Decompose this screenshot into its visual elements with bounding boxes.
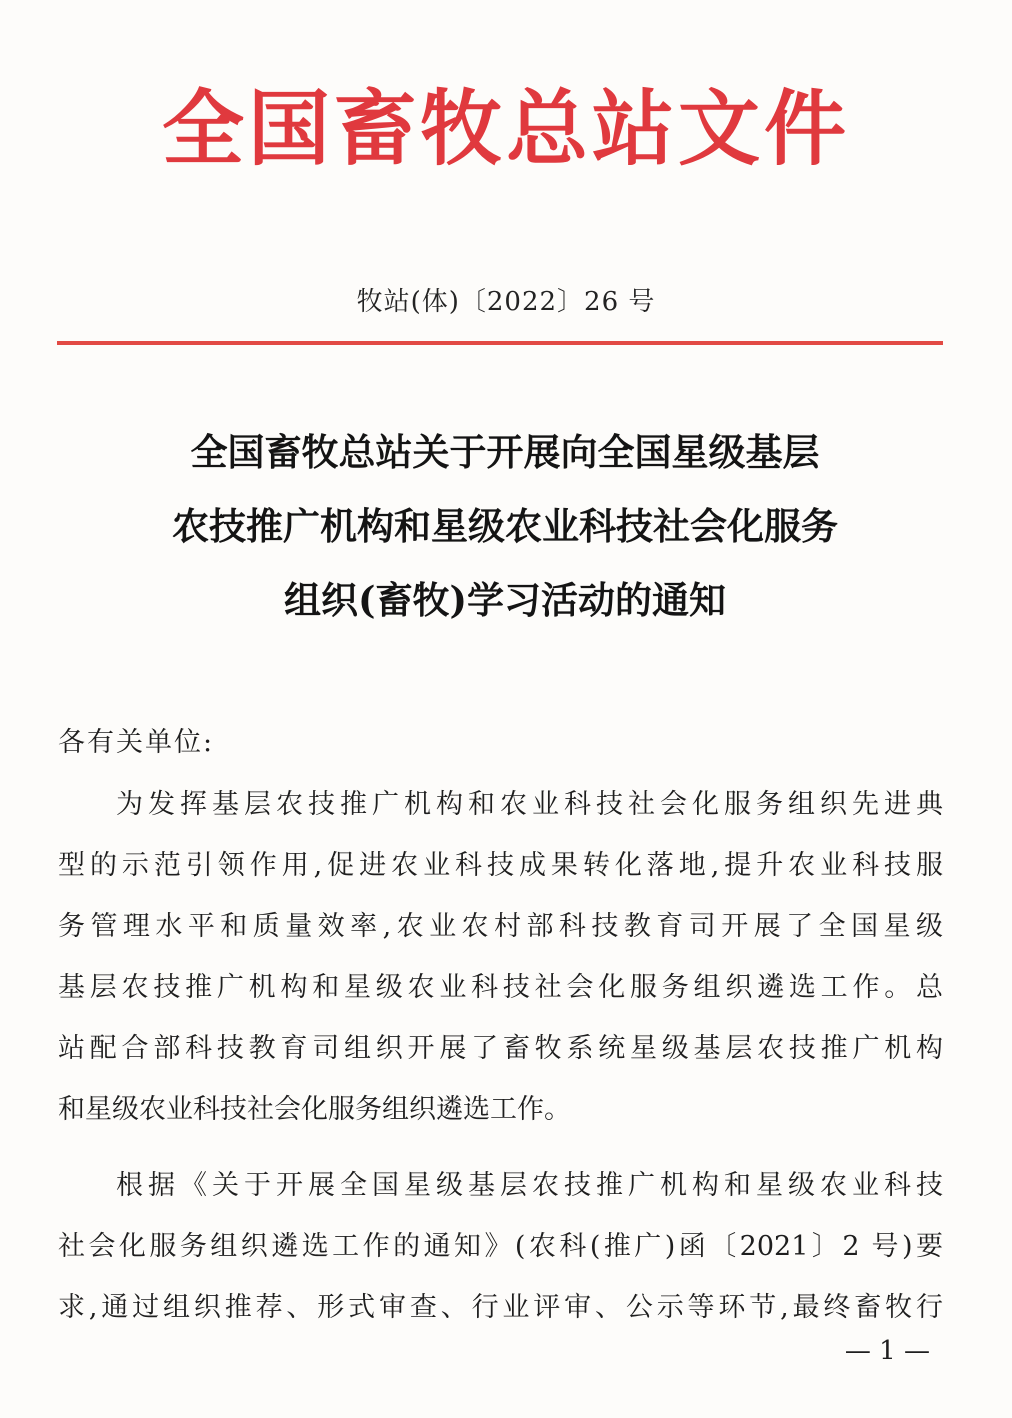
paragraph-line: 站配合部科技教育司组织开展了畜牧系统星级基层农技推广机构 — [58, 1033, 943, 1064]
paragraph-2 — [58, 1155, 943, 1338]
paragraph-line: 和星级农业科技社会化服务组织遴选工作。 — [58, 1094, 571, 1125]
masthead: 全国畜牧总站文件 — [161, 81, 850, 177]
salutation: 各有关单位: — [58, 727, 215, 758]
paragraph-line: 型的示范引领作用,促进农业科技成果转化落地,提升农业科技服 — [58, 850, 943, 881]
paragraph-line: 社会化服务组织遴选工作的通知》(农科(推广)函〔2021〕2 号)要 — [58, 1231, 943, 1262]
paragraph-line: 为发挥基层农技推广机构和农业科技社会化服务组织先进典 — [116, 789, 943, 820]
title-line: 全国畜牧总站关于开展向全国星级基层 — [190, 430, 820, 474]
paragraph-line: 务管理水平和质量效率,农业农村部科技教育司开展了全国星级 — [58, 911, 943, 942]
document-number: 牧站(体)〔2022〕26 号 — [356, 287, 656, 317]
title-line: 组织(畜牧)学习活动的通知 — [283, 578, 726, 622]
page-number: — 1 — — [844, 1336, 930, 1366]
paragraph-line: 求,通过组织推荐、形式审查、行业评审、公示等环节,最终畜牧行 — [58, 1292, 943, 1323]
notice-title — [60, 415, 950, 637]
paragraph-line: 根据《关于开展全国星级基层农技推广机构和星级农业科技 — [116, 1170, 943, 1201]
paragraph-line: 基层农技推广机构和星级农业科技社会化服务组织遴选工作。总 — [58, 972, 943, 1003]
title-line: 农技推广机构和星级农业科技社会化服务 — [172, 504, 838, 548]
paragraph-1 — [58, 774, 943, 1140]
red-separator-line — [57, 341, 943, 345]
